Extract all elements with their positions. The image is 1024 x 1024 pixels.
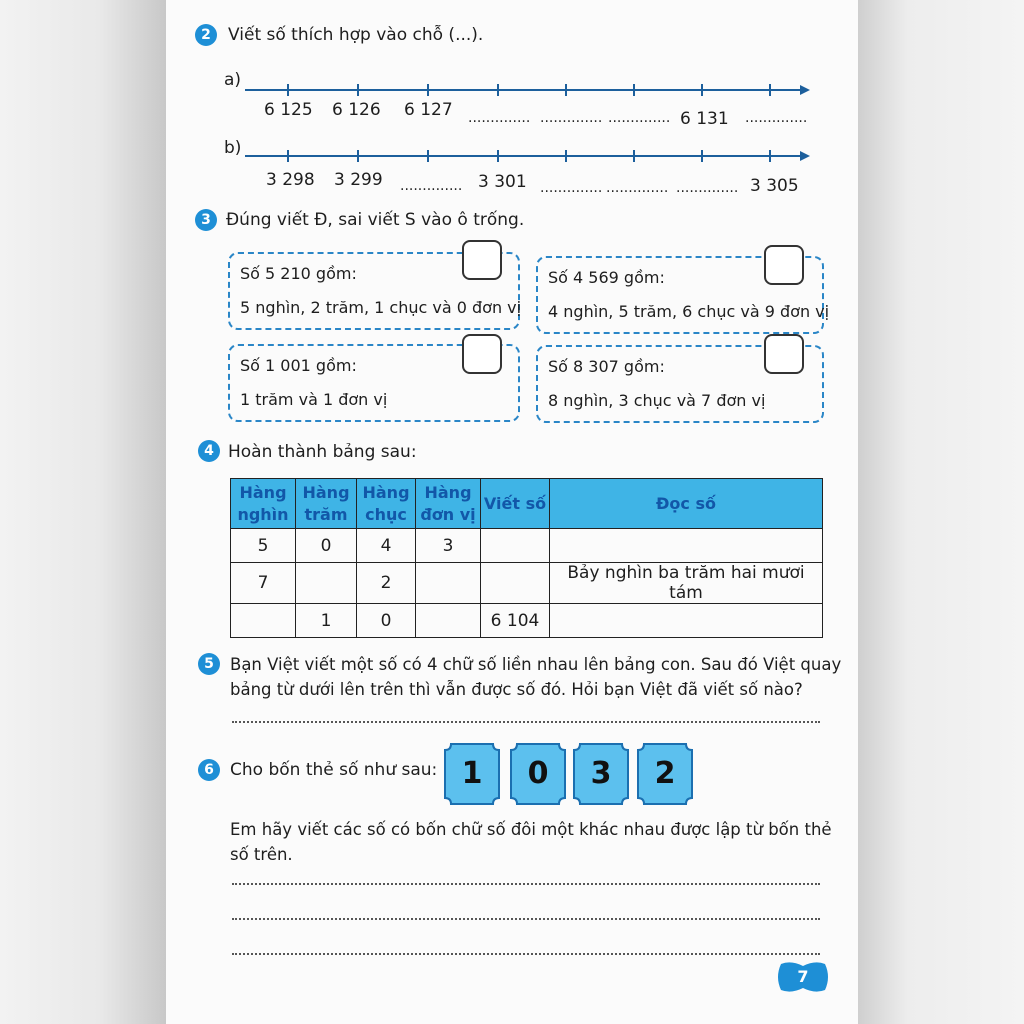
statement-2-line1: Số 4 569 gồm: — [548, 268, 665, 287]
number-card-4: 2 — [636, 742, 694, 806]
exercise-5-line-1: Bạn Việt viết một số có 4 chữ số liền nhau lên bảng con. Sau đó Việt quay — [230, 655, 842, 674]
exercise-6-line-2: số trên. — [230, 845, 293, 864]
header-hang-nghin: Hàng nghìn — [231, 479, 296, 529]
part-a-label: a) — [224, 70, 242, 90]
answer-box-3[interactable] — [462, 334, 502, 374]
scan-left-margin — [0, 0, 166, 1024]
line-b-blank-5[interactable]: .............. — [540, 180, 603, 196]
line-a-blank-4[interactable]: .............. — [468, 110, 531, 126]
exercise-4-title: Hoàn thành bảng sau: — [228, 442, 417, 462]
number-line-b — [240, 146, 815, 166]
cell: 4 — [357, 529, 416, 563]
statement-2-line2: 4 nghìn, 5 trăm, 6 chục và 9 đơn vị — [548, 302, 830, 321]
header-hang-chuc: Hàng chục — [357, 479, 416, 529]
exercise-6-number: 6 — [198, 759, 220, 781]
statement-3-line1: Số 1 001 gồm: — [240, 356, 357, 375]
number-card-1: 1 — [443, 742, 501, 806]
number-card-3: 3 — [572, 742, 630, 806]
answer-line-6b[interactable] — [232, 918, 820, 920]
line-b-value-1: 3 298 — [266, 170, 315, 190]
exercise-3-title: Đúng viết Đ, sai viết S vào ô trống. — [226, 210, 525, 230]
cell: 3 — [416, 529, 481, 563]
line-a-blank-6[interactable]: .............. — [608, 110, 671, 126]
number-card-2: 0 — [509, 742, 567, 806]
line-a-value-1: 6 125 — [264, 100, 313, 120]
answer-box-4[interactable] — [764, 334, 804, 374]
answer-box-2[interactable] — [764, 245, 804, 285]
exercise-3-number: 3 — [195, 209, 217, 231]
line-b-blank-6[interactable]: .............. — [606, 180, 669, 196]
header-hang-don-vi: Hàng đơn vị — [416, 479, 481, 529]
part-b-label: b) — [224, 138, 242, 158]
line-b-blank-7[interactable]: .............. — [676, 180, 739, 196]
table-row — [231, 604, 823, 638]
answer-line-6c[interactable] — [232, 953, 820, 955]
exercise-2-title: Viết số thích hợp vào chỗ (...). — [228, 25, 484, 45]
cell: Bảy nghìn ba trăm hai mươi tám — [550, 563, 823, 604]
line-a-blank-5[interactable]: .............. — [540, 110, 603, 126]
cell: 6 104 — [481, 604, 550, 638]
statement-3-line2: 1 trăm và 1 đơn vị — [240, 390, 388, 409]
cell-blank[interactable] — [481, 563, 550, 604]
exercise-4-number: 4 — [198, 440, 220, 462]
page-number-badge — [775, 960, 831, 994]
header-doc-so: Đọc số — [550, 479, 823, 529]
statement-1-line1: Số 5 210 gồm: — [240, 264, 357, 283]
header-hang-tram: Hàng trăm — [296, 479, 357, 529]
line-b-value-4: 3 301 — [478, 172, 527, 192]
line-b-value-2: 3 299 — [334, 170, 383, 190]
cell-blank[interactable] — [416, 604, 481, 638]
cell: 7 — [231, 563, 296, 604]
exercise-5-line-2: bảng từ dưới lên trên thì vẫn được số đó. Hỏi bạn Việt đã viết số nào? — [230, 680, 803, 699]
cell-blank[interactable] — [296, 563, 357, 604]
scan-right-margin — [858, 0, 1024, 1024]
exercise-5-number: 5 — [198, 653, 220, 675]
table-row — [231, 563, 823, 604]
exercise-6-line-1: Em hãy viết các số có bốn chữ số đôi một khác nhau được lập từ bốn thẻ — [230, 820, 832, 839]
cell-blank[interactable] — [550, 529, 823, 563]
line-b-blank-3[interactable]: .............. — [400, 178, 463, 194]
cell: 2 — [357, 563, 416, 604]
cell: 0 — [357, 604, 416, 638]
exercise-2-number: 2 — [195, 24, 217, 46]
cell-blank[interactable] — [416, 563, 481, 604]
statement-4-line2: 8 nghìn, 3 chục và 7 đơn vị — [548, 391, 766, 410]
statement-1-line2: 5 nghìn, 2 trăm, 1 chục và 0 đơn vị — [240, 298, 522, 317]
cell: 0 — [296, 529, 357, 563]
line-a-blank-8[interactable]: .............. — [745, 110, 808, 126]
line-a-value-2: 6 126 — [332, 100, 381, 120]
header-viet-so: Viết số — [481, 479, 550, 529]
exercise-6-title: Cho bốn thẻ số như sau: — [230, 760, 438, 780]
cell: 5 — [231, 529, 296, 563]
place-value-table — [230, 478, 823, 638]
statement-4-line1: Số 8 307 gồm: — [548, 357, 665, 376]
cell-blank[interactable] — [550, 604, 823, 638]
line-b-value-8: 3 305 — [750, 176, 799, 196]
answer-line-6a[interactable] — [232, 883, 820, 885]
page-number: 7 — [797, 967, 809, 986]
answer-box-1[interactable] — [462, 240, 502, 280]
line-a-value-3: 6 127 — [404, 100, 453, 120]
line-a-value-7: 6 131 — [680, 109, 729, 129]
cell-blank[interactable] — [481, 529, 550, 563]
answer-line-5[interactable] — [232, 721, 820, 723]
number-line-a — [240, 80, 815, 100]
cell: 1 — [296, 604, 357, 638]
cell-blank[interactable] — [231, 604, 296, 638]
table-row — [231, 529, 823, 563]
